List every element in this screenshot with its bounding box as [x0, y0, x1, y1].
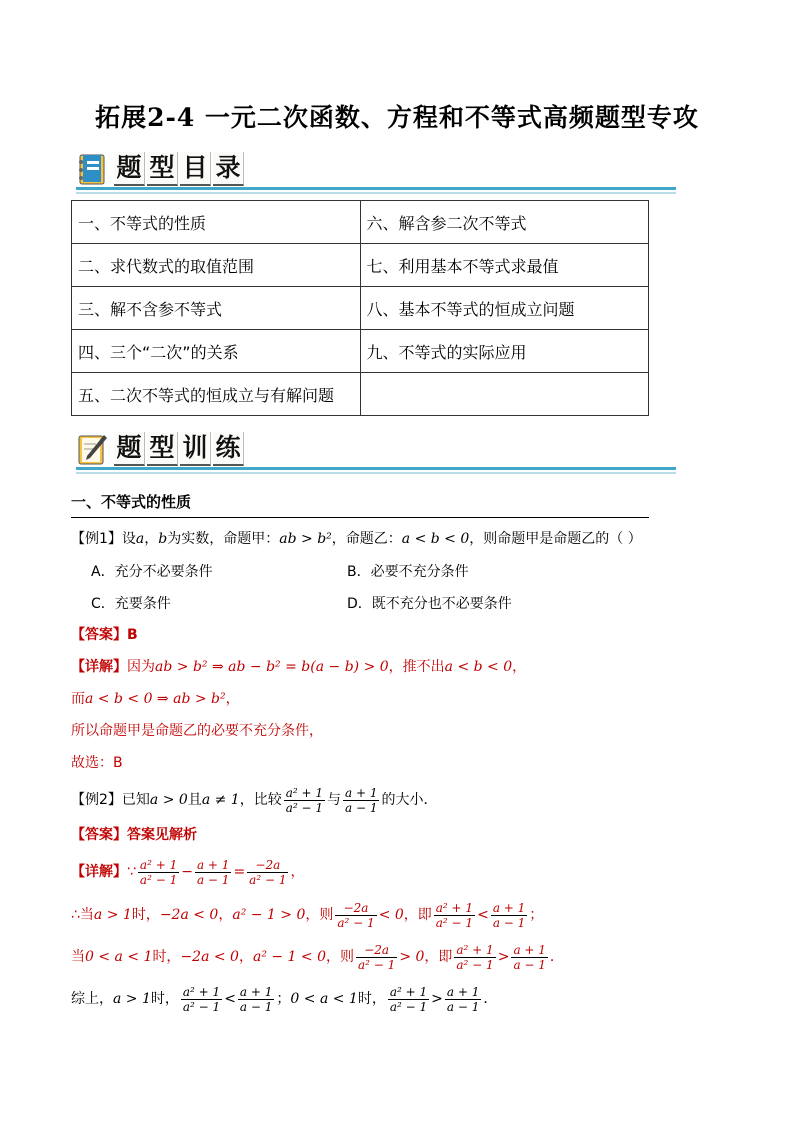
banner1-char: 目: [180, 152, 211, 186]
toc-item: 一、不等式的性质: [72, 201, 361, 244]
math: ab > b²: [279, 531, 332, 547]
text: 时，: [131, 907, 160, 923]
text: ；: [529, 907, 544, 923]
answer-label: 【答案】: [71, 627, 127, 643]
toc-item: 七、利用基本不等式求最值: [360, 244, 649, 287]
denominator: a² − 1: [285, 800, 323, 815]
banner2-char: 题: [114, 432, 145, 466]
math: b: [158, 531, 168, 547]
example1-detail-1: [71, 657, 526, 677]
denominator: a − 1: [345, 800, 378, 815]
text: ，推不出: [388, 659, 445, 675]
option-a: A．充分不必要条件: [91, 564, 213, 580]
table-row: [72, 330, 649, 373]
fraction: [284, 786, 325, 815]
toc-item: 二、求代数式的取值范围: [72, 244, 361, 287]
numerator: a² + 1: [456, 942, 494, 957]
fraction: [434, 901, 475, 930]
text: ，则: [305, 907, 334, 923]
text: ，: [238, 949, 253, 965]
math: a < b < 0 ⇒ ab > b²: [85, 691, 226, 707]
denominator: a² − 1: [358, 957, 396, 972]
banner1-char: 题: [114, 152, 145, 186]
detail-label: 【详解】: [71, 659, 127, 675]
text: ，则: [326, 949, 355, 965]
text: 时，: [152, 949, 181, 965]
numerator: a + 1: [196, 857, 230, 872]
text: <: [224, 991, 236, 1007]
math: > 0: [399, 949, 425, 965]
math: < 0: [378, 907, 404, 923]
denominator: a² − 1: [139, 872, 178, 887]
example2-answer: [71, 825, 197, 845]
denominator: a − 1: [196, 872, 230, 887]
text: ，: [218, 907, 233, 923]
text: >: [431, 991, 443, 1007]
math: −2a < 0: [180, 949, 239, 965]
toc-item: 八、基本不等式的恒成立问题: [360, 287, 649, 330]
denominator: a² − 1: [456, 957, 494, 972]
fraction: [445, 985, 481, 1014]
example-label: 【例2】: [71, 792, 122, 808]
numerator: a + 1: [446, 984, 480, 999]
math: a² − 1 < 0: [252, 949, 327, 965]
toc-item: 五、二次不等式的恒成立与有解问题: [72, 373, 361, 416]
fraction: [247, 858, 288, 887]
text: 当: [71, 949, 85, 965]
answer-label: 【答案】: [71, 827, 127, 843]
text: 时，: [357, 991, 386, 1007]
example2-detail-2: [71, 898, 543, 932]
denominator: a² − 1: [337, 915, 375, 930]
answer-value: B: [127, 627, 138, 643]
example2-detail-1: [71, 855, 304, 889]
fraction: [388, 985, 429, 1014]
math: a: [135, 531, 145, 547]
detail-label: 【详解】: [71, 864, 127, 880]
text: 为实数，命题甲：: [167, 531, 280, 547]
fraction: [138, 858, 179, 887]
toc-banner: [76, 150, 676, 194]
math: ab > b² ⇒ ab − b² = b(a − b) > 0: [155, 659, 389, 675]
math: a² − 1 > 0: [232, 907, 306, 923]
table-row: [72, 201, 649, 244]
text: <: [477, 907, 489, 923]
math: 0 < a < 1: [85, 949, 153, 965]
denominator: a² − 1: [249, 872, 287, 887]
banner-rule: [76, 467, 676, 470]
toc-item: 六、解含参二次不等式: [360, 201, 649, 244]
banner-rule-light: [76, 472, 676, 474]
fraction: [454, 943, 495, 972]
math: a > 1: [93, 907, 132, 923]
text: ，: [512, 659, 527, 675]
text: >: [497, 949, 510, 965]
example2-detail-3: [71, 940, 564, 974]
text: ．: [549, 949, 564, 965]
math: a ≠ 1: [201, 792, 240, 808]
text: ，即: [424, 949, 453, 965]
text: ，即: [403, 907, 432, 923]
banner2-char: 型: [147, 432, 178, 466]
text: 设: [121, 531, 136, 547]
math: a > 0: [149, 792, 188, 808]
math: 0 < a < 1: [290, 991, 358, 1007]
text: ∴当: [71, 907, 94, 923]
text: =: [233, 864, 246, 880]
numerator: a² + 1: [389, 984, 428, 999]
denominator: a − 1: [513, 957, 546, 972]
denominator: a − 1: [492, 915, 526, 930]
answer-value: 答案见解析: [127, 827, 197, 843]
example1-question: [71, 529, 642, 549]
fraction: [181, 985, 222, 1014]
text: ．: [483, 991, 498, 1007]
toc-item: 三、解不含参不等式: [72, 287, 361, 330]
option-b: B．必要不充分条件: [347, 564, 469, 580]
banner2-char: 训: [180, 432, 211, 466]
example1-detail-4: 故选：B: [71, 755, 123, 771]
text: ，则命题甲是命题乙的（ ）: [469, 531, 642, 547]
training-banner: [76, 430, 676, 474]
numerator: −2a: [356, 943, 397, 958]
table-row: [72, 373, 649, 416]
numerator: a + 1: [345, 785, 378, 800]
toc-item: [360, 373, 649, 416]
numerator: −2a: [335, 901, 376, 916]
math: a < b < 0: [444, 659, 513, 675]
denominator: a² − 1: [389, 999, 428, 1014]
example1-detail-3: 所以命题甲是命题乙的必要不充分条件，: [71, 723, 323, 739]
text: 而: [71, 691, 85, 707]
option-c: C．充要条件: [91, 596, 171, 612]
fraction: [511, 943, 547, 972]
numerator: −2a: [247, 858, 288, 873]
banner1-char: 录: [213, 152, 244, 186]
text: 综上，: [71, 991, 113, 1007]
numerator: a + 1: [513, 942, 546, 957]
numerator: a² + 1: [285, 785, 323, 800]
text: ，: [225, 691, 240, 707]
example2-question: [71, 783, 437, 817]
text: ∵: [127, 864, 136, 880]
example-label: 【例1】: [71, 531, 122, 547]
fraction: [491, 901, 527, 930]
example1-detail-2: [71, 689, 240, 709]
example2-detail-4: [71, 982, 497, 1016]
toc-item: 四、三个“二次”的关系: [72, 330, 361, 373]
option-d: D．既不充分也不必要条件: [347, 596, 512, 612]
toc-table: [71, 200, 649, 416]
text: ，比较: [239, 792, 282, 808]
section-heading: 一、不等式的性质: [71, 491, 649, 518]
text: ，命题乙：: [331, 531, 402, 547]
text: 的大小．: [381, 792, 438, 808]
text: ；: [276, 991, 291, 1007]
fraction: [195, 858, 231, 887]
document-title: 拓展2-4 一元二次函数、方程和不等式高频题型专攻: [95, 103, 699, 132]
banner-rule: [76, 187, 676, 190]
denominator: a − 1: [446, 999, 480, 1014]
text: ，: [290, 864, 305, 880]
notebook-icon: [76, 152, 108, 186]
fraction: [343, 786, 379, 815]
numerator: a + 1: [492, 900, 526, 915]
numerator: a + 1: [239, 984, 273, 999]
banner2-char: 练: [213, 432, 244, 466]
text: −: [181, 864, 193, 880]
banner1-char: 型: [147, 152, 178, 186]
text: 与: [327, 792, 341, 808]
example1-answer: [71, 625, 138, 645]
numerator: a² + 1: [139, 857, 178, 872]
text: 时，: [150, 991, 179, 1007]
math: a > 1: [113, 991, 151, 1007]
fraction: [238, 985, 274, 1014]
math: −2a < 0: [159, 907, 219, 923]
text: ，: [144, 531, 159, 547]
text: 且: [187, 792, 202, 808]
math: a < b < 0: [401, 531, 470, 547]
pencil-notepad-icon: [76, 432, 108, 466]
banner-rule-light: [76, 192, 676, 194]
fraction: [356, 943, 397, 972]
table-row: [72, 244, 649, 287]
denominator: a − 1: [239, 999, 273, 1014]
fraction: [335, 901, 376, 930]
text: 已知: [121, 792, 150, 808]
numerator: a² + 1: [182, 984, 221, 999]
denominator: a² − 1: [182, 999, 221, 1014]
toc-item: 九、不等式的实际应用: [360, 330, 649, 373]
table-row: [72, 287, 649, 330]
denominator: a² − 1: [435, 915, 474, 930]
numerator: a² + 1: [435, 900, 474, 915]
text: 因为: [127, 659, 155, 675]
